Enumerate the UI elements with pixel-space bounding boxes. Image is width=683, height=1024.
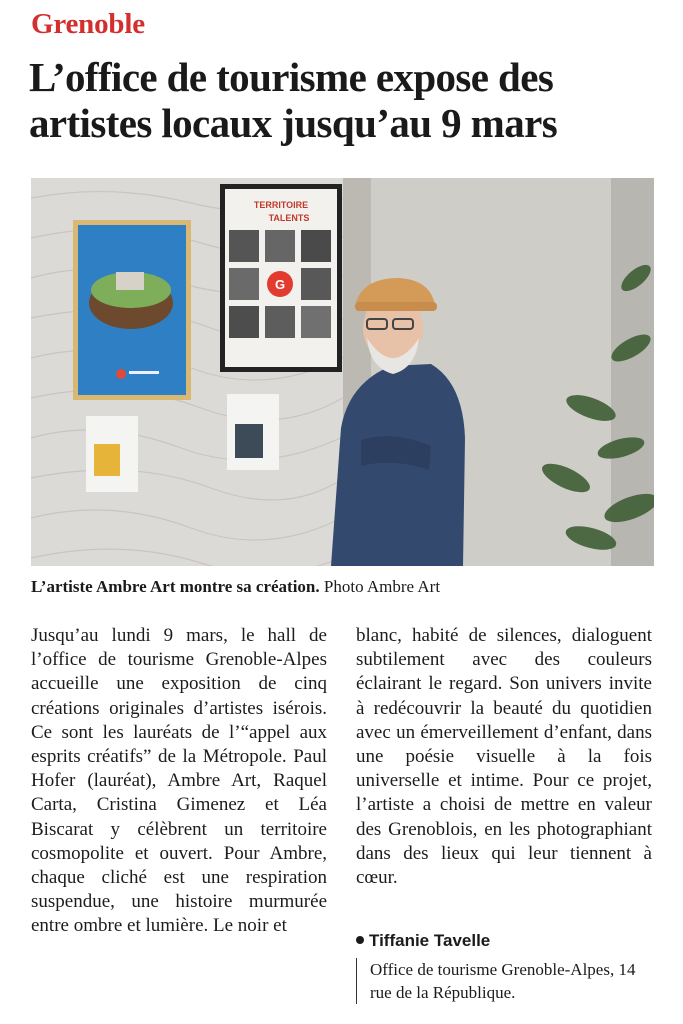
bullet-icon <box>356 936 364 944</box>
caption-credit: Photo Ambre Art <box>323 577 441 596</box>
practical-info <box>356 958 656 1004</box>
svg-text:G: G <box>274 277 286 292</box>
body-text-right: blanc, habité de silences, dialoguent subtilement avec des couleurs éclairant le regard. Son univers invite à redécouvrir la beauté du quotidien avec un émerveillement d’enfant, dans une poésie visuelle à la fois universelle et intime. Pour ce projet, l’artiste a choisi de mettre en valeur des Grenoblois, en les photographiant dans des lieux qui leur tiennent à cœur. <box>356 625 652 889</box>
body-column-right <box>356 624 652 890</box>
body-text-left: Jusqu’au lundi 9 mars, le hall de l’office de tourisme Grenoble-Alpes accueille une exposition de cinq créations originales d’artistes isérois. Ce sont les lauréats de l’“appel aux esprits créatifs” de la Métropole. Paul Hofer (lauréat), Ambre Art, Raquel Carta, Cristina Gimenez et Léa Biscarat y célèbrent un territoire cosmopolite et ouvert. Pour Ambre, chaque cliché est une respiration suspendue, une histoire murmurée entre ombre et lumière. Le noir et <box>31 625 327 937</box>
section-kicker: Grenoble <box>31 8 145 40</box>
caption-text: L’artiste Ambre Art montre sa création. <box>31 577 320 596</box>
byline <box>356 930 490 952</box>
poster-title: TERRITOIRE <box>253 200 309 210</box>
photo-caption <box>31 576 661 598</box>
body-column-left <box>31 624 327 939</box>
headline: L’office de tourisme expose des artistes locaux jusqu’au 9 mars <box>29 54 558 146</box>
article-photo <box>31 178 654 566</box>
author-name: Tiffanie Tavelle <box>369 931 491 950</box>
poster-subtitle: TALENTS <box>268 213 310 223</box>
info-text: Office de tourisme Grenoble-Alpes, 14 rue de la République. <box>370 960 636 1002</box>
poster-territoire-talents <box>220 184 342 372</box>
